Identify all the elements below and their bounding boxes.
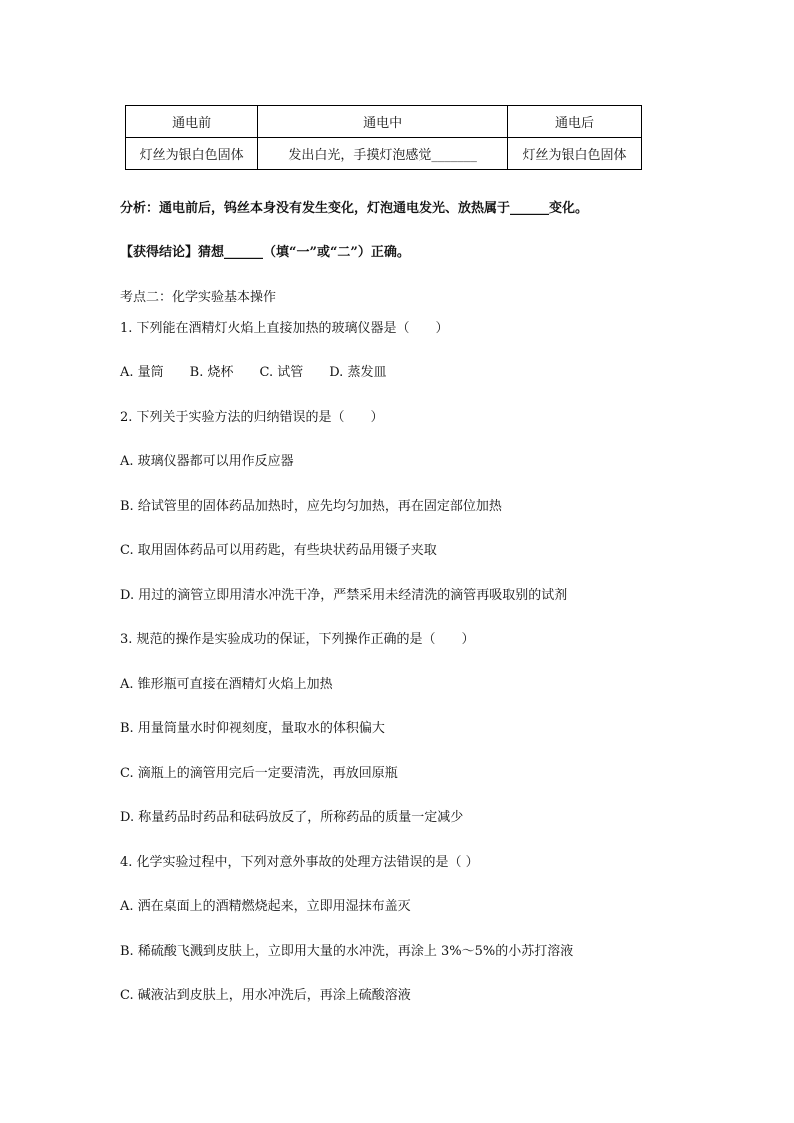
question-4-stem: 4. 化学实验过程中，下列对意外事故的处理方法错误的是（ ） xyxy=(120,855,479,870)
section-title: 考点二：化学实验基本操作 xyxy=(120,290,277,305)
question-1-options: A. 量筒 B. 烧杯 C. 试管 D. 蒸发皿 xyxy=(120,365,387,380)
question-3-option-b: B. 用量筒量水时仰视刻度，量取水的体积偏大 xyxy=(120,721,385,736)
question-2-stem: 2. 下列关于实验方法的归纳错误的是（ ） xyxy=(120,410,384,425)
question-3-option-a: A. 锥形瓶可直接在酒精灯火焰上加热 xyxy=(120,677,333,692)
question-2-option-d: D. 用过的滴管立即用清水冲洗干净，严禁采用未经清洗的滴管再吸取别的试剂 xyxy=(120,588,568,603)
table-cell: 灯丝为银白色固体 xyxy=(126,138,258,170)
table-cell: 灯丝为银白色固体 xyxy=(507,138,641,170)
question-1-stem: 1. 下列能在酒精灯火焰上直接加热的玻璃仪器是（ ） xyxy=(120,321,449,336)
table-cell: 发出白光，手摸灯泡感觉_______ xyxy=(258,138,508,170)
question-4-option-c: C. 碱液沾到皮肤上，用水冲洗后，再涂上硫酸溶液 xyxy=(120,988,411,1003)
question-3-stem: 3. 规范的操作是实验成功的保证，下列操作正确的是（ ） xyxy=(120,632,475,647)
table-header-cell: 通电前 xyxy=(126,106,258,138)
question-2-option-b: B. 给试管里的固体药品加热时，应先均匀加热，再在固定部位加热 xyxy=(120,499,502,514)
table-header-cell: 通电后 xyxy=(507,106,641,138)
question-4-option-a: A. 洒在桌面上的酒精燃烧起来，立即用湿抹布盖灭 xyxy=(120,899,411,914)
table-header-row xyxy=(126,106,642,138)
question-2-option-a: A. 玻璃仪器都可以用作反应器 xyxy=(120,454,294,469)
question-3-option-d: D. 称量药品时药品和砝码放反了，所称药品的质量一定减少 xyxy=(120,810,464,825)
question-3-option-c: C. 滴瓶上的滴管用完后一定要清洗，再放回原瓶 xyxy=(120,766,398,781)
analysis-text: 分析：通电前后，钨丝本身没有发生变化，灯泡通电发光、放热属于______变化。 xyxy=(120,201,589,216)
conclusion-text: 【获得结论】猜想______（填“一”或“二”）正确。 xyxy=(120,245,410,260)
question-4-option-b: B. 稀硫酸飞溅到皮肤上，立即用大量的水冲洗，再涂上 3%～5%的小苏打溶液 xyxy=(120,944,574,959)
question-2-option-c: C. 取用固体药品可以用药匙，有些块状药品用镊子夹取 xyxy=(120,543,437,558)
table-header-cell: 通电中 xyxy=(258,106,508,138)
table-row xyxy=(126,138,642,170)
experiment-table xyxy=(125,105,642,170)
